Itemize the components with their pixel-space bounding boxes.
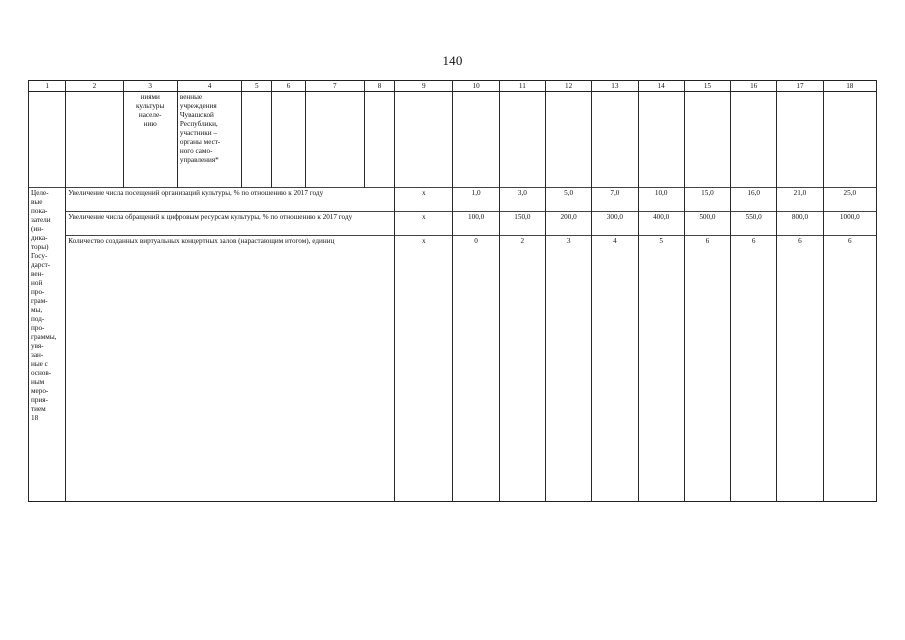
col-number: 16 [731,81,777,92]
value-cell: 2 [499,236,545,502]
col-number: 13 [592,81,638,92]
col-number: 17 [777,81,823,92]
cell [684,92,730,188]
cell [638,92,684,188]
text-line: Чувашской [179,111,214,119]
value-cell: 5 [638,236,684,502]
value-cell: 1,0 [453,188,499,212]
continuation-row [29,92,877,188]
cell [545,92,591,188]
value-cell: 550,0 [731,212,777,236]
cell [499,92,545,188]
value-cell: 200,0 [545,212,591,236]
indicator-row [29,236,877,502]
value-cell: 0 [453,236,499,502]
cell [272,92,305,188]
col-number: 5 [242,81,272,92]
col-number: 12 [545,81,591,92]
col-number: 11 [499,81,545,92]
col-number: 7 [305,81,364,92]
cell [592,92,638,188]
text-line: венные учреждения [179,93,217,110]
col-number: 15 [684,81,730,92]
cell [731,92,777,188]
indicator-text: Увеличение числа посещений организаций культуры, % по отношению к 2017 году [66,188,395,212]
col-number: 3 [123,81,177,92]
indicator-text: Количество созданных виртуальных концертных залов (нарастающим итогом), единиц [66,236,395,502]
col-number: 10 [453,81,499,92]
text-line: участники – [179,129,218,137]
cell [66,92,123,188]
value-cell: 3 [545,236,591,502]
col-number: 14 [638,81,684,92]
text-line: культуры [136,102,165,110]
cell [823,92,876,188]
col-number: 6 [272,81,305,92]
value-cell: 6 [823,236,876,502]
col-number: 9 [395,81,453,92]
indicators-table [28,80,877,502]
text-line: управления* [179,156,219,164]
col-number: 8 [364,81,394,92]
col-number: 18 [823,81,876,92]
value-cell: 3,0 [499,188,545,212]
value-cell: 25,0 [823,188,876,212]
value-cell: 21,0 [777,188,823,212]
value-cell: 800,0 [777,212,823,236]
text-line: органы мест- [179,138,221,146]
value-cell: 6 [777,236,823,502]
value-cell: 6 [731,236,777,502]
value-cell: 400,0 [638,212,684,236]
continuation-col4 [177,92,241,188]
value-cell: 10,0 [638,188,684,212]
text-line: ниями [140,93,160,101]
page-number: 140 [442,53,463,68]
text-line: Республики, [179,120,218,128]
value-cell: 5,0 [545,188,591,212]
cell [453,92,499,188]
cell [395,92,453,188]
value-cell: 300,0 [592,212,638,236]
col9-mark: x [395,212,453,236]
col-number: 4 [177,81,241,92]
value-cell: 7,0 [592,188,638,212]
col9-mark: x [395,188,453,212]
value-cell: 100,0 [453,212,499,236]
value-cell: 150,0 [499,212,545,236]
text-line: ного само- [179,147,213,155]
col9-mark: x [395,236,453,502]
value-cell: 16,0 [731,188,777,212]
text-line: населе- [138,111,162,119]
cell [242,92,272,188]
indicator-row [29,188,877,212]
value-cell: 15,0 [684,188,730,212]
col-number: 1 [29,81,66,92]
value-cell: 6 [684,236,730,502]
side-label: Целе- вые пока- затели (ин- дика- торы) Госу- дарст- вен- ной про- грам- мы, под- про- граммы, увя- зан- ные с основ- ным меро- прия- тием 18 [29,188,66,502]
value-cell: 4 [592,236,638,502]
value-cell: 1000,0 [823,212,876,236]
text-line: нию [143,120,157,128]
continuation-col3 [123,92,177,188]
cell [777,92,823,188]
col-number: 2 [66,81,123,92]
indicator-text: Увеличение числа обращений к цифровым ресурсам культуры, % по отношению к 2017 году [66,212,395,236]
cell [305,92,364,188]
cell [29,92,66,188]
cell [364,92,394,188]
value-cell: 500,0 [684,212,730,236]
indicator-row [29,212,877,236]
column-number-row [29,81,877,92]
